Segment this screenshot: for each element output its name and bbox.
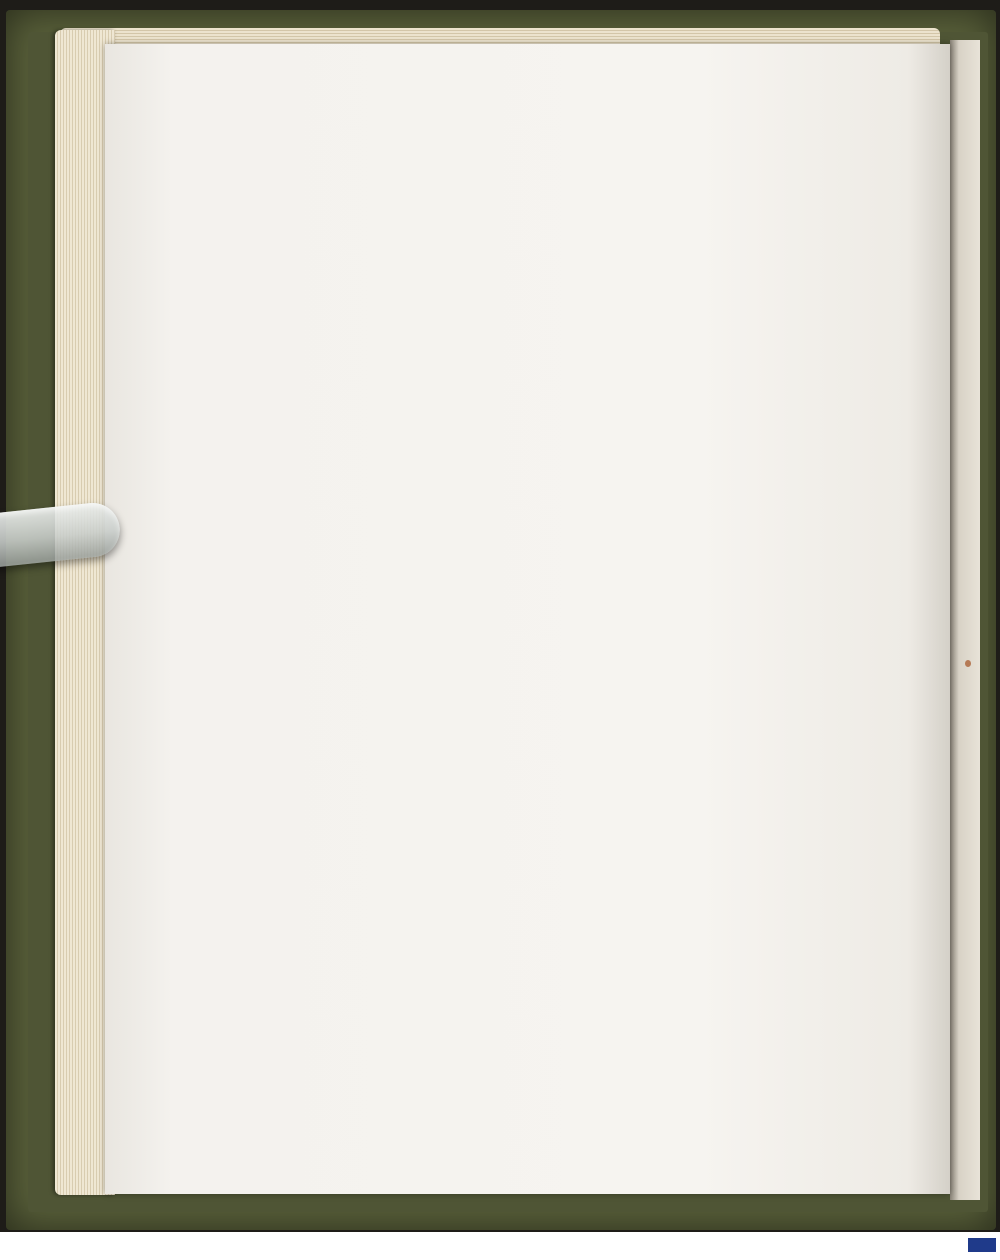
paper-stain xyxy=(965,660,971,667)
book-page xyxy=(105,44,950,1194)
dfg-logo xyxy=(968,1238,996,1252)
footer-bar xyxy=(0,1232,1000,1260)
facing-page-edge xyxy=(950,40,980,1200)
